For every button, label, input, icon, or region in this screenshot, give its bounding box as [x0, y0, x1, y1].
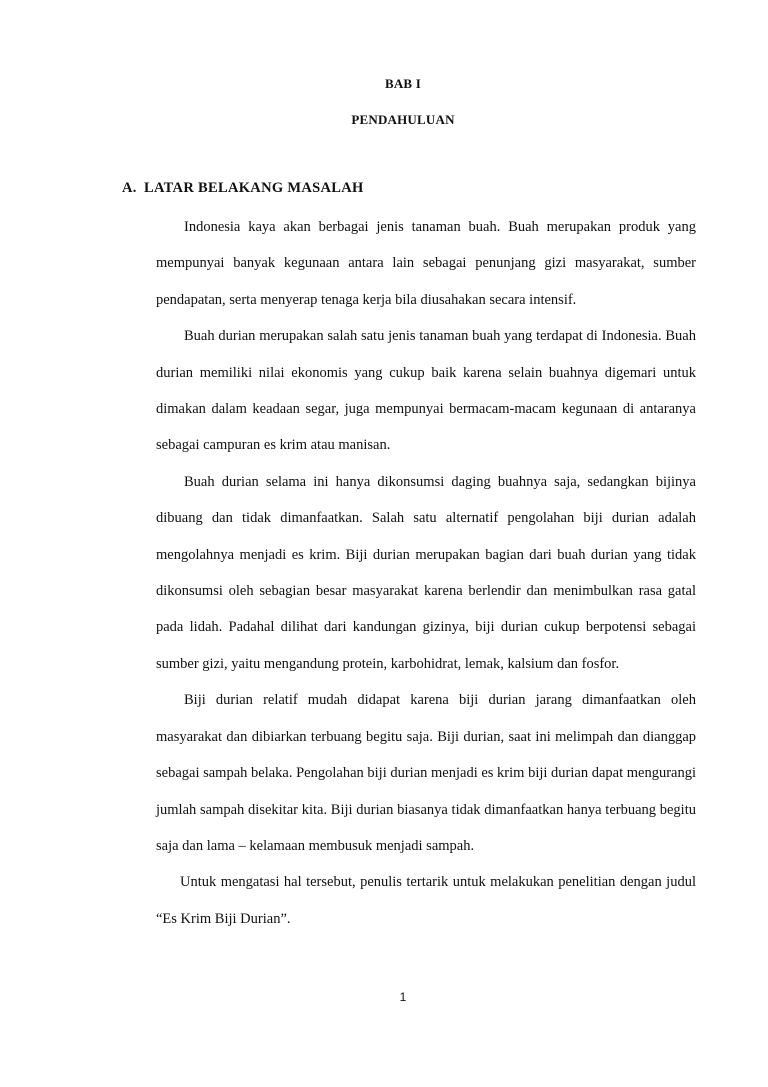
section-heading — [122, 180, 364, 197]
section-title: LATAR BELAKANG MASALAH — [144, 180, 364, 196]
paragraph-1: Indonesia kaya akan berbagai jenis tanaman buah. Buah merupakan produk yang mempunyai banyak kegunaan antara lain sebagai penunjang gizi masyarakat, sumber pendapatan, serta menyerap tenaga kerja bila diusahakan secara intensif. — [156, 219, 696, 308]
paragraph-3: Buah durian selama ini hanya dikonsumsi daging buahnya saja, sedangkan bijinya dibuang dan tidak dimanfaatkan. Salah satu alternatif pengolahan biji durian adalah mengolahnya menjadi es krim. Biji durian merupakan bagian dari buah durian yang tidak dikonsumsi oleh sebagian besar masyarakat karena berlendir dan menimbulkan rasa gatal pada lidah. Padahal dilihat dari kandungan gizinya, biji durian cukup berpotensi sebagai sumber gizi, yaitu mengandung protein, karbohidrat, lemak, kalsium dan fosfor. — [156, 473, 696, 672]
page-number: 1 — [399, 990, 407, 1004]
chapter-number: BAB I — [384, 76, 422, 91]
body-text — [156, 209, 696, 937]
chapter-title: PENDAHULUAN — [351, 112, 455, 127]
section-letter: A. — [122, 180, 137, 196]
paragraph-4: Biji durian relatif mudah didapat karena biji durian jarang dimanfaatkan oleh masyarakat dan dibiarkan terbuang begitu saja. Biji durian, saat ini melimpah dan dianggap sebagai sampah belaka. Pengolahan biji durian menjadi es krim biji durian dapat mengurangi jumlah sampah disekitar kita. Biji durian biasanya tidak dimanfaatkan hanya terbuang begitu saja dan lama – kelamaan membusuk menjadi sampah. — [156, 692, 696, 854]
paragraph-2: Buah durian merupakan salah satu jenis tanaman buah yang terdapat di Indonesia. Buah durian memiliki nilai ekonomis yang cukup baik karena selain buahnya digemari untuk dimakan dalam keadaan segar, juga mempunyai bermacam-macam kegunaan di antaranya sebagai campuran es krim atau manisan. — [156, 328, 696, 454]
paragraph-5: Untuk mengatasi hal tersebut, penulis tertarik untuk melakukan penelitian dengan judul “Es Krim Biji Durian”. — [156, 874, 696, 927]
